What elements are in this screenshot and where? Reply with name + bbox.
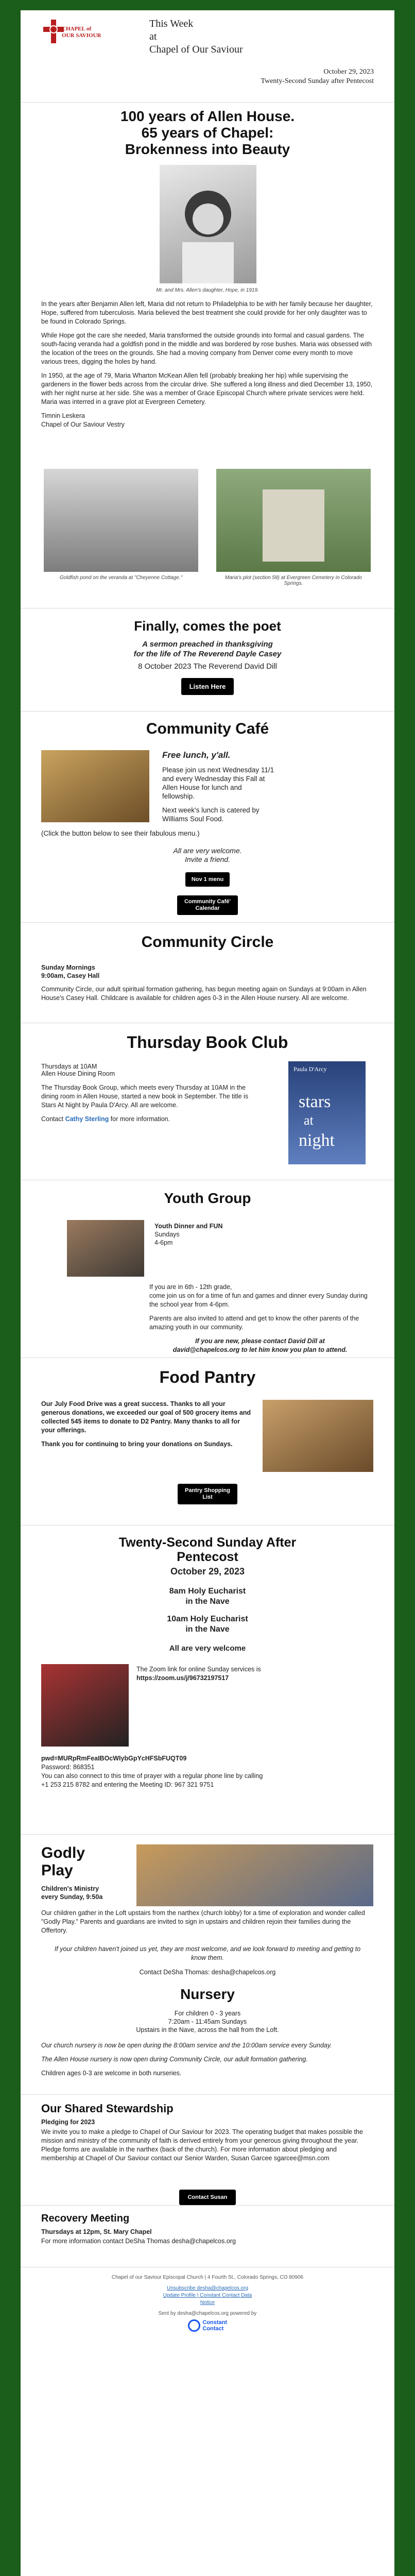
godly-contact: Contact DeSha Thomas: desha@chapelcos.org — [139, 1969, 276, 1976]
sunday-welcome: All are very welcome — [169, 1644, 246, 1653]
zoom-intro: The Zoom link for online Sunday services is — [136, 1666, 261, 1673]
listen-here-button[interactable]: Listen Here — [181, 678, 234, 695]
recovery-section — [21, 2213, 394, 2259]
cafe-paragraph-1: Please join us next Wednesday 11/1 and every Wednesday this Fall at Allen House for lunch and fellowship. — [162, 766, 274, 800]
portrait-icon — [160, 165, 256, 283]
pantry-title: Food Pantry — [159, 1368, 256, 1386]
cafe-welcome-2: Invite a friend. — [185, 855, 230, 863]
book-cover-title-2: at — [304, 1113, 314, 1128]
youth-paragraph-1: If you are in 6th - 12th grade, come join us on for a time of fun and games and dinner every Sunday during the school year from 4-6pm. — [149, 1283, 368, 1308]
book-body: The Thursday Book Group, which meets every Thursday at 10AM in the dining room in Allen House, started a new book in September. The title is Stars At Night by Paula D'Arcy. All are welcome. — [41, 1084, 249, 1109]
cafe-welcome-1: All are very welcome. — [173, 846, 242, 855]
nursery-paragraph-2: The Allen House nursery is now open during Community Circle, our adult formation gathering. — [41, 2056, 308, 2063]
godly-body: Our children gather in the Loft upstairs from the narthex (church lobby) for a time of exploration and wonder called "Godly Play." Parents and guardians are invited to sign in upstairs and children rejoin their families during the Offertory. — [41, 1909, 365, 1934]
cafe-title: Community Café — [146, 720, 269, 737]
cafe-section — [21, 720, 394, 916]
cafe-calendar-button[interactable]: Community Café' Calendar — [177, 895, 238, 915]
book-club-section — [21, 1033, 394, 1172]
book-cover-author: Paula D'Arcy — [293, 1065, 327, 1073]
sunday-section — [21, 1535, 394, 1839]
pantry-photo — [263, 1400, 373, 1472]
book-title: Thursday Book Club — [127, 1033, 288, 1052]
zoom-photo — [41, 1664, 129, 1747]
constant-contact-text: Constant Contact — [202, 2319, 228, 2332]
stewardship-sub: Pledging for 2023 — [41, 2119, 95, 2126]
pantry-text — [41, 1400, 252, 1454]
community-circle-section — [21, 934, 394, 1021]
zoom-text — [136, 1665, 373, 1688]
book-cover — [288, 1061, 366, 1164]
allen-signature-role: Chapel of Our Saviour Vestry — [41, 421, 125, 428]
book-contact: Contact Cathy Sterling for more information. — [41, 1115, 170, 1123]
godly-photo — [136, 1844, 373, 1906]
godly-when — [41, 1885, 102, 1901]
book-when-2: Allen House Dining Room — [41, 1070, 115, 1077]
recovery-title: Recovery Meeting — [41, 2213, 130, 2224]
sunday-service-1: 8am Holy Eucharist in the Nave — [169, 1587, 246, 1606]
footer — [21, 2267, 394, 2349]
nursery-line-3: Upstairs in the Nave, across the hall from the Loft. — [136, 2026, 279, 2033]
youth-when-2: Sundays — [154, 1231, 180, 1238]
nursery-line-1: For children 0 - 3 years — [174, 2010, 241, 2017]
header-title-line-1: This Week — [149, 18, 194, 29]
allen-house-section — [21, 108, 394, 629]
nursery-paragraph-1: Our church nursery is now be open during the 8:00am service and the 10:00am service every Sunday. — [41, 2042, 332, 2049]
zoom-link[interactable]: https://zoom.us/j/96732197517 — [136, 1674, 229, 1682]
nursery-paragraph-3: Children ages 0-3 are welcome in both nurseries. — [41, 2070, 182, 2077]
allen-photo-caption: Mr. and Mrs. Allen's daughter, Hope, in 1919. — [156, 287, 259, 293]
book-when-1: Thursdays at 10AM — [41, 1063, 97, 1070]
sunday-title: Twenty-Second Sunday After Pentecost — [118, 1535, 297, 1564]
allen-body — [41, 300, 374, 429]
circle-when-2: 9:00am, Casey Hall — [41, 972, 100, 979]
cafe-lead: Free lunch, y'all. — [162, 750, 231, 760]
footer-unsubscribe[interactable]: Unsubscribe desha@chapelcos.org — [166, 2285, 249, 2291]
allen-photo-grave — [216, 469, 371, 572]
book-text — [41, 1063, 257, 1129]
header-date: October 29, 2023 — [323, 68, 374, 76]
youth-photo — [67, 1220, 144, 1277]
allen-photo-hope — [160, 165, 256, 283]
logo[interactable] — [41, 20, 101, 56]
stewardship-section — [21, 2102, 394, 2231]
header-title — [149, 18, 243, 56]
allen-photo-grave-caption: Maria's plot (section 58) at Evergreen Cemetery in Colorado Springs. — [225, 575, 362, 586]
allen-photo-pond-caption: Goldfish pond on the veranda at "Cheyenne Cottage." — [59, 575, 183, 581]
poet-subtitle: A sermon preached in thanksgiving for the life of The Reverend Dayle Casey — [133, 640, 282, 658]
godly-when-1: Children's Ministry — [41, 1885, 99, 1892]
cafe-photo — [41, 750, 149, 822]
allen-signature — [41, 412, 374, 429]
godly-welcome: If your children haven't joined us yet, they are most welcome, and we look forward to meeting and getting to know them. — [54, 1945, 361, 1961]
godly-when-2: every Sunday, 9:50a — [41, 1893, 103, 1901]
cafe-paragraph-3: (Click the button below to see their fabulous menu.) — [41, 829, 200, 837]
poet-byline: 8 October 2023 The Reverend David Dill — [138, 662, 277, 671]
allen-title: 100 years of Allen House. 65 years of Chapel: Brokenness into Beauty — [120, 108, 295, 157]
book-cover-title-1: stars — [299, 1092, 331, 1111]
header-title-line-2: at — [149, 31, 157, 42]
youth-when — [154, 1222, 222, 1247]
stewardship-title: Our Shared Stewardship — [41, 2102, 174, 2115]
youth-paragraph-3: If you are new, please contact David Dill at david@chapelcos.org to let him know you plan to attend. — [172, 1337, 348, 1353]
godly-title: Godly Play — [41, 1844, 85, 1879]
recovery-contact: For more information contact DeSha Thomas desha@chapelcos.org — [41, 2238, 236, 2245]
footer-update-profile[interactable]: Update Profile | Constant Contact Data — [163, 2293, 252, 2298]
nursery-body — [41, 2041, 374, 2083]
poet-section — [21, 618, 394, 701]
sunday-service-2: 10am Holy Eucharist in the Nave — [167, 1615, 248, 1634]
pantry-paragraph-2: Thank you for continuing to bring your donations on Sundays. — [41, 1440, 233, 1448]
youth-section — [21, 1190, 394, 1360]
youth-when-3: 4-6pm — [154, 1239, 173, 1246]
allen-photo-pond — [44, 469, 198, 572]
youth-body — [149, 1283, 371, 1360]
cafe-text — [162, 750, 275, 828]
footer-notice[interactable]: Notice — [200, 2300, 215, 2306]
constant-contact-icon — [188, 2319, 200, 2332]
cathy-sterling-link[interactable]: Cathy Sterling — [65, 1115, 109, 1123]
youth-paragraph-2: Parents are also invited to attend and get to know the other parents of the amazing youth in our community. — [149, 1315, 359, 1331]
logo-text: CHAPEL of OUR SAVIOUR — [62, 26, 101, 39]
cross-icon — [43, 20, 64, 43]
circle-body: Community Circle, our adult spiritual formation gathering, has begun meeting again on Sundays at 9:00am in Allen House's Casey Hall. Childcare is available for children ages 0-3 in the Allen House nursery. All are welcome. — [41, 986, 367, 1002]
allen-paragraph-3: In 1950, at the age of 79, Maria Wharton McKean Allen fell (probably breaking her hip) while supervising the gardeners in the flower beds across from the circular drive. She suffered a long illness and died December 13, 1950, with her night nurse at her side. She was a member of Grace Episcopal Church where private services were held. Maria was interred in a grave plot at Evergreen Cemetery. — [41, 372, 373, 405]
cafe-paragraph-2: Next week's lunch is catered by Williams Soul Food. — [162, 806, 260, 823]
youth-when-1: Youth Dinner and FUN — [154, 1223, 223, 1230]
food-pantry-section — [21, 1368, 394, 1522]
nursery-line-2: 7:20am - 11:45am Sundays — [168, 2018, 247, 2025]
allen-paragraph-2: While Hope got the care she needed, Maria transformed the outside grounds into formal and casual gardens. The south-facing veranda had a goldfish pond in the middle and was bordered by rose bushes. Maria was obsessed with the location of the trees on the grounds. She had a moving company from Denver come every month to move various trees, digging the holes by hand. — [41, 332, 372, 365]
header — [21, 10, 394, 100]
stewardship-body: We invite you to make a pledge to Chapel of Our Saviour for 2023. The operating budget that makes possible the mission and ministry of the community of faith is derived entirely from your generous giving throughout the year. Pledge forms are available in the narthex (back of the church). For more information about pledging and membership at Chapel of Our Saviour contact our Senior Warden, Susan Garcee sgarcee@msn.com — [41, 2128, 363, 2162]
youth-title: Youth Group — [164, 1190, 251, 1206]
contact-susan-button[interactable]: Contact Susan — [179, 2190, 235, 2205]
zoom-phone-2: +1 253 215 8782 and entering the Meeting ID: 967 321 9751 — [41, 1781, 214, 1788]
circle-when-1: Sunday Mornings — [41, 964, 95, 971]
poet-title: Finally, comes the poet — [134, 618, 281, 634]
footer-sent-by: Sent by desha@chapelcos.org powered by — [158, 2311, 257, 2316]
zoom-details — [41, 1754, 374, 1789]
zoom-phone: You can also connect to this time of prayer with a regular phone line by calling — [41, 1772, 263, 1780]
cafe-welcome — [21, 846, 394, 864]
circle-title: Community Circle — [141, 934, 274, 951]
allen-signature-name: Timnin Leskera — [41, 412, 85, 419]
recovery-when: Thursdays at 12pm, St. Mary Chapel — [41, 2228, 152, 2235]
footer-address: Chapel of our Saviour Episcopal Church | 4 Fourth St., Colorado Springs, CO 80906 — [111, 2275, 304, 2280]
zoom-password: Password: 868351 — [41, 1764, 95, 1771]
zoom-pwd[interactable]: pwd=MURpRmFeaIBOcWIybGpYcHFSbFUQT09 — [41, 1755, 187, 1762]
header-title-line-3: Chapel of Our Saviour — [149, 44, 243, 55]
nursery-times — [21, 2009, 394, 2034]
constant-contact-logo[interactable] — [21, 2319, 394, 2332]
sunday-date: October 29, 2023 — [170, 1566, 245, 1577]
pantry-paragraph-1: Our July Food Drive was a great success. Thanks to all your generous donations, we exceeded our goal of 500 grocery items and collected 545 items to donate to D2 Pantry. Many thanks to all for your offerings. — [41, 1400, 251, 1434]
header-sunday: Twenty-Second Sunday after Pentecost — [261, 77, 374, 85]
nursery-title: Nursery — [180, 1986, 235, 2002]
book-cover-title-3: night — [299, 1131, 335, 1150]
allen-paragraph-1: In the years after Benjamin Allen left, Maria did not return to Philadelphia to be with her family because her daughter, Hope, suffered from tuberculosis. Maria believed the best treatment she could provide for her only daughter was to be found in Colorado Springs. — [41, 300, 373, 325]
pantry-shopping-list-button[interactable]: Pantry Shopping List — [178, 1484, 237, 1504]
newsletter-card — [21, 10, 394, 2576]
nov-1-menu-button[interactable]: Nov 1 menu — [185, 872, 230, 887]
circle-when — [41, 963, 99, 980]
